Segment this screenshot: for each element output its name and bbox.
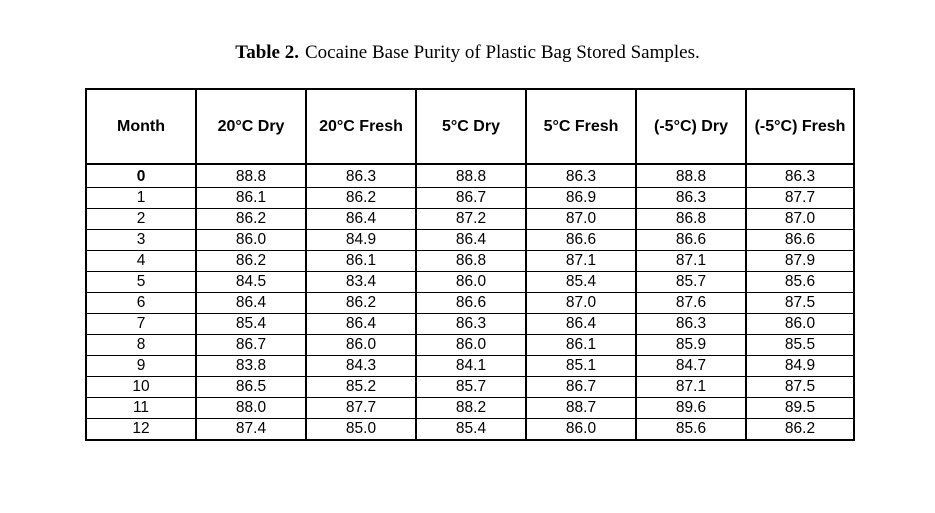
purity-cell: 86.7 <box>196 335 306 356</box>
purity-cell: 87.5 <box>746 377 854 398</box>
table-caption-label: Table 2. <box>235 42 299 63</box>
table-row <box>86 314 854 335</box>
month-cell: 5 <box>86 272 196 293</box>
table-row <box>86 293 854 314</box>
purity-cell: 83.8 <box>196 356 306 377</box>
column-header: 20°C Dry <box>196 89 306 164</box>
purity-cell: 86.6 <box>636 230 746 251</box>
month-cell: 2 <box>86 209 196 230</box>
purity-cell: 85.5 <box>746 335 854 356</box>
purity-cell: 88.2 <box>416 398 526 419</box>
purity-cell: 86.1 <box>526 335 636 356</box>
purity-cell: 86.6 <box>746 230 854 251</box>
purity-cell: 87.7 <box>746 188 854 209</box>
table-header <box>86 89 854 164</box>
purity-cell: 87.1 <box>526 251 636 272</box>
purity-cell: 86.1 <box>306 251 416 272</box>
purity-cell: 86.2 <box>306 188 416 209</box>
purity-cell: 88.8 <box>636 164 746 188</box>
table-caption-text: Cocaine Base Purity of Plastic Bag Stored Samples. <box>304 42 700 63</box>
purity-cell: 86.5 <box>196 377 306 398</box>
purity-cell: 87.5 <box>746 293 854 314</box>
purity-cell: 86.2 <box>746 419 854 441</box>
column-header: 5°C Dry <box>416 89 526 164</box>
purity-cell: 86.9 <box>526 188 636 209</box>
purity-cell: 86.2 <box>196 251 306 272</box>
table-row <box>86 356 854 377</box>
purity-cell: 89.5 <box>746 398 854 419</box>
purity-cell: 86.3 <box>636 314 746 335</box>
purity-cell: 86.7 <box>416 188 526 209</box>
table-row <box>86 230 854 251</box>
purity-cell: 85.0 <box>306 419 416 441</box>
month-cell: 6 <box>86 293 196 314</box>
month-cell: 9 <box>86 356 196 377</box>
purity-cell: 86.7 <box>526 377 636 398</box>
purity-cell: 86.0 <box>306 335 416 356</box>
column-header: Month <box>86 89 196 164</box>
purity-cell: 86.4 <box>306 209 416 230</box>
table-row <box>86 209 854 230</box>
month-cell: 11 <box>86 398 196 419</box>
month-cell: 7 <box>86 314 196 335</box>
column-header: 5°C Fresh <box>526 89 636 164</box>
table-row <box>86 251 854 272</box>
purity-cell: 84.9 <box>306 230 416 251</box>
purity-cell: 84.9 <box>746 356 854 377</box>
purity-cell: 89.6 <box>636 398 746 419</box>
purity-cell: 88.7 <box>526 398 636 419</box>
purity-cell: 85.6 <box>636 419 746 441</box>
table-row <box>86 164 854 188</box>
purity-cell: 85.1 <box>526 356 636 377</box>
purity-cell: 87.0 <box>526 293 636 314</box>
purity-cell: 86.6 <box>416 293 526 314</box>
purity-cell: 86.4 <box>416 230 526 251</box>
purity-cell: 86.0 <box>416 272 526 293</box>
table-row <box>86 419 854 441</box>
purity-cell: 86.4 <box>196 293 306 314</box>
purity-cell: 86.3 <box>636 188 746 209</box>
purity-cell: 85.4 <box>196 314 306 335</box>
month-cell: 1 <box>86 188 196 209</box>
purity-cell: 85.7 <box>416 377 526 398</box>
purity-cell: 85.4 <box>416 419 526 441</box>
month-cell: 0 <box>86 164 196 188</box>
purity-cell: 86.6 <box>526 230 636 251</box>
purity-cell: 85.9 <box>636 335 746 356</box>
purity-table <box>85 88 855 441</box>
table-row <box>86 377 854 398</box>
purity-cell: 86.3 <box>306 164 416 188</box>
table-body <box>86 164 854 440</box>
purity-cell: 85.6 <box>746 272 854 293</box>
purity-cell: 84.1 <box>416 356 526 377</box>
purity-cell: 83.4 <box>306 272 416 293</box>
purity-cell: 86.0 <box>196 230 306 251</box>
purity-cell: 86.8 <box>416 251 526 272</box>
purity-cell: 85.7 <box>636 272 746 293</box>
purity-cell: 87.7 <box>306 398 416 419</box>
purity-cell: 86.0 <box>526 419 636 441</box>
purity-cell: 87.9 <box>746 251 854 272</box>
purity-cell: 88.8 <box>416 164 526 188</box>
purity-cell: 85.2 <box>306 377 416 398</box>
purity-cell: 85.4 <box>526 272 636 293</box>
month-cell: 8 <box>86 335 196 356</box>
month-cell: 3 <box>86 230 196 251</box>
purity-cell: 87.1 <box>636 377 746 398</box>
purity-cell: 88.8 <box>196 164 306 188</box>
purity-cell: 86.3 <box>526 164 636 188</box>
table-caption <box>0 41 935 65</box>
purity-cell: 84.3 <box>306 356 416 377</box>
purity-cell: 87.0 <box>746 209 854 230</box>
purity-cell: 87.0 <box>526 209 636 230</box>
header-row <box>86 89 854 164</box>
table-row <box>86 398 854 419</box>
column-header: (-5°C) Dry <box>636 89 746 164</box>
purity-cell: 87.4 <box>196 419 306 441</box>
table-row <box>86 188 854 209</box>
table-row <box>86 272 854 293</box>
month-cell: 4 <box>86 251 196 272</box>
month-cell: 12 <box>86 419 196 441</box>
purity-cell: 86.0 <box>416 335 526 356</box>
purity-cell: 86.3 <box>416 314 526 335</box>
purity-cell: 87.6 <box>636 293 746 314</box>
purity-cell: 87.1 <box>636 251 746 272</box>
purity-cell: 86.8 <box>636 209 746 230</box>
purity-cell: 86.2 <box>306 293 416 314</box>
purity-cell: 86.4 <box>306 314 416 335</box>
purity-cell: 84.5 <box>196 272 306 293</box>
column-header: (-5°C) Fresh <box>746 89 854 164</box>
table-row <box>86 335 854 356</box>
purity-cell: 86.3 <box>746 164 854 188</box>
month-cell: 10 <box>86 377 196 398</box>
purity-cell: 86.0 <box>746 314 854 335</box>
purity-cell: 84.7 <box>636 356 746 377</box>
purity-cell: 86.2 <box>196 209 306 230</box>
purity-cell: 86.4 <box>526 314 636 335</box>
purity-cell: 88.0 <box>196 398 306 419</box>
purity-cell: 86.1 <box>196 188 306 209</box>
column-header: 20°C Fresh <box>306 89 416 164</box>
purity-cell: 87.2 <box>416 209 526 230</box>
